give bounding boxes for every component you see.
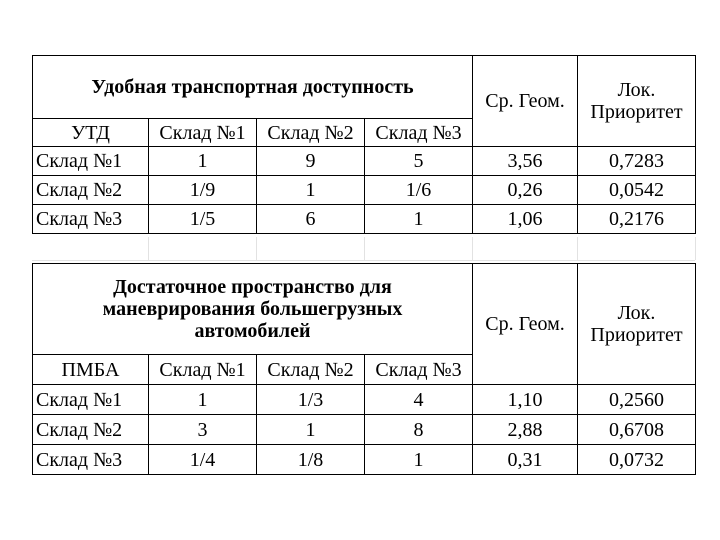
table-cell: 5 <box>365 147 473 176</box>
table-row <box>33 385 696 415</box>
geo-mean-header: Ср. Геом. <box>473 56 578 147</box>
geo-mean-cell: 0,26 <box>473 176 578 205</box>
column-header: Склад №3 <box>365 119 473 147</box>
table-row <box>33 445 696 475</box>
local-priority-header-line2: Приоритет <box>590 324 683 346</box>
table-cell: 9 <box>257 147 365 176</box>
row-label: Склад №1 <box>33 147 149 176</box>
table-title <box>33 264 473 355</box>
row-label: Склад №2 <box>33 415 149 445</box>
table-cell: 1 <box>365 445 473 475</box>
table-cell: 1/5 <box>149 205 257 234</box>
table-cell: 1 <box>149 147 257 176</box>
priority-cell: 0,2176 <box>578 205 696 234</box>
local-priority-header <box>578 264 696 385</box>
priority-cell: 0,0542 <box>578 176 696 205</box>
table-title-line2: маневрирования большегрузных <box>102 298 403 320</box>
grid-line <box>364 237 365 260</box>
table-cell: 1 <box>149 385 257 415</box>
priority-cell: 0,6708 <box>578 415 696 445</box>
table-cell: 1/6 <box>365 176 473 205</box>
local-priority-header <box>578 56 696 147</box>
table-row <box>33 205 696 234</box>
geo-mean-cell: 1,06 <box>473 205 578 234</box>
table-cell: 1 <box>257 176 365 205</box>
comparison-table-truck-maneuvering <box>32 263 696 475</box>
row-label: Склад №2 <box>33 176 149 205</box>
priority-cell: 0,2560 <box>578 385 696 415</box>
table-cell: 1/9 <box>149 176 257 205</box>
table-cell: 1 <box>365 205 473 234</box>
grid-line <box>695 237 696 260</box>
column-header: Склад №1 <box>149 119 257 147</box>
table-row <box>33 415 696 445</box>
priority-cell: 0,0732 <box>578 445 696 475</box>
table-title: Удобная транспортная доступность <box>33 56 473 119</box>
column-header: Склад №3 <box>365 355 473 385</box>
corner-label: ПМБА <box>33 355 149 385</box>
geo-mean-cell: 1,10 <box>473 385 578 415</box>
table-cell: 1/3 <box>257 385 365 415</box>
table-cell: 3 <box>149 415 257 445</box>
empty-grid-row <box>32 237 695 261</box>
geo-mean-cell: 2,88 <box>473 415 578 445</box>
column-header: Склад №2 <box>257 119 365 147</box>
table-title-row <box>33 264 696 355</box>
comparison-table-transport-access <box>32 55 696 234</box>
local-priority-header-line1: Лок. <box>617 79 656 101</box>
table-title-row <box>33 56 696 119</box>
row-label: Склад №3 <box>33 205 149 234</box>
priority-cell: 0,7283 <box>578 147 696 176</box>
table-cell: 1 <box>257 415 365 445</box>
column-header: Склад №1 <box>149 355 257 385</box>
table-cell: 1/4 <box>149 445 257 475</box>
grid-line <box>256 237 257 260</box>
table-cell: 8 <box>365 415 473 445</box>
geo-mean-header: Ср. Геом. <box>473 264 578 385</box>
table-cell: 1/8 <box>257 445 365 475</box>
table-row <box>33 147 696 176</box>
table-row <box>33 176 696 205</box>
grid-line <box>148 237 149 260</box>
row-label: Склад №1 <box>33 385 149 415</box>
column-header: Склад №2 <box>257 355 365 385</box>
table-title-line3: автомобилей <box>194 320 311 342</box>
grid-line <box>472 237 473 260</box>
corner-label: УТД <box>33 119 149 147</box>
table-cell: 4 <box>365 385 473 415</box>
table-cell: 6 <box>257 205 365 234</box>
local-priority-header-line1: Лок. <box>617 302 656 324</box>
row-label: Склад №3 <box>33 445 149 475</box>
geo-mean-cell: 0,31 <box>473 445 578 475</box>
local-priority-header-line2: Приоритет <box>590 101 683 123</box>
geo-mean-cell: 3,56 <box>473 147 578 176</box>
grid-line <box>577 237 578 260</box>
table-title-line1: Достаточное пространство для <box>113 276 392 298</box>
